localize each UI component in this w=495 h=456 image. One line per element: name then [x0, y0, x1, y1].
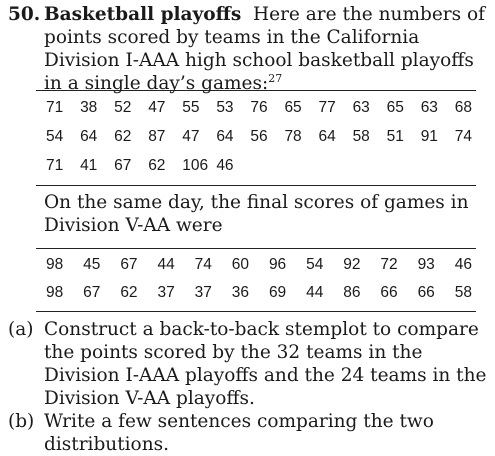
problem-title: Basketball playoffs — [44, 4, 242, 25]
problem-number: 50. — [8, 4, 41, 25]
table-cell: 74 — [194, 256, 212, 273]
table-cell: 77 — [318, 98, 336, 116]
table-cell: 58 — [454, 284, 472, 301]
table-cell: 91 — [420, 127, 438, 145]
table-cell: 47 — [182, 127, 200, 145]
table-cell: 53 — [216, 98, 234, 116]
table-row — [36, 122, 476, 151]
table-cell: 65 — [284, 98, 302, 116]
table-cell: 64 — [216, 127, 234, 145]
table-cell: 92 — [343, 256, 361, 273]
table-cell: 71 — [46, 156, 64, 174]
table-cell: 52 — [114, 98, 132, 116]
table-cell: 51 — [386, 127, 404, 145]
part-label: (a) — [8, 319, 34, 340]
question-parts — [8, 318, 488, 456]
part-text: Write a few sentences comparing the two distributions. — [44, 411, 434, 455]
table-cell: 36 — [231, 284, 250, 301]
division-v-aa-points-table — [36, 248, 476, 312]
table-cell: 76 — [250, 98, 268, 116]
table-cell: 62 — [148, 156, 166, 174]
part-text: Construct a back-to-back stemplot to compare the points scored by the 32 teams in the Division I-AAA playoffs and the 24 teams in the Division V-AA playoffs. — [44, 319, 487, 409]
table-cell: 93 — [417, 256, 435, 273]
division-i-aaa-points-table — [36, 90, 476, 186]
footnote-ref: 27 — [268, 72, 283, 85]
table-cell: 44 — [306, 284, 324, 301]
table-cell: 44 — [157, 256, 175, 273]
table-cell: 86 — [343, 284, 361, 301]
table-cell: 54 — [46, 127, 64, 145]
table-cell: 54 — [306, 256, 324, 273]
table-cell: 46 — [454, 256, 472, 273]
table-cell: 98 — [46, 256, 64, 273]
table-cell: 106 — [182, 156, 209, 174]
table-cell: 65 — [386, 98, 404, 116]
table-cell: 67 — [83, 284, 101, 301]
table-cell: 38 — [80, 98, 98, 116]
table-row — [36, 279, 476, 307]
table-row — [36, 151, 476, 180]
table-cell: 71 — [46, 98, 64, 116]
table-cell: 98 — [46, 284, 64, 301]
table-row — [36, 93, 476, 122]
table-cell: 74 — [454, 127, 472, 145]
table-cell: 37 — [157, 284, 175, 301]
table-cell: 69 — [268, 284, 287, 301]
table-cell: 55 — [182, 98, 200, 116]
table-cell: 37 — [194, 284, 212, 301]
middle-text: On the same day, the final scores of games in Division V-AA were — [44, 192, 469, 236]
table-cell: 60 — [231, 256, 250, 273]
table-cell: 62 — [114, 127, 132, 145]
question-part — [8, 410, 488, 456]
table-cell: 67 — [114, 156, 132, 174]
table-cell: 72 — [380, 256, 398, 273]
table-cell: 66 — [380, 284, 398, 301]
table-cell: 46 — [216, 156, 234, 174]
table-cell: 96 — [268, 256, 287, 273]
intro-text: Here are the numbers of points scored by teams in the California Division I-AAA high school basketball playoffs in a single day’s games: — [44, 4, 485, 94]
table-cell: 64 — [318, 127, 336, 145]
table-cell: 66 — [417, 284, 435, 301]
table-cell: 78 — [284, 127, 302, 145]
table-cell: 63 — [420, 98, 438, 116]
table-cell: 68 — [454, 98, 472, 116]
table-cell: 67 — [120, 256, 138, 273]
table-cell: 87 — [148, 127, 166, 145]
table-row — [36, 251, 476, 279]
table-cell: 63 — [352, 98, 370, 116]
table-cell: 58 — [352, 127, 370, 145]
part-label: (b) — [8, 411, 35, 432]
table-cell: 47 — [148, 98, 166, 116]
table-cell: 45 — [83, 256, 101, 273]
table-cell: 56 — [250, 127, 268, 145]
table-cell: 41 — [80, 156, 98, 174]
question-part — [8, 318, 488, 410]
table-cell: 62 — [120, 284, 138, 301]
problem-intro — [44, 3, 488, 95]
table-cell: 64 — [80, 127, 98, 145]
